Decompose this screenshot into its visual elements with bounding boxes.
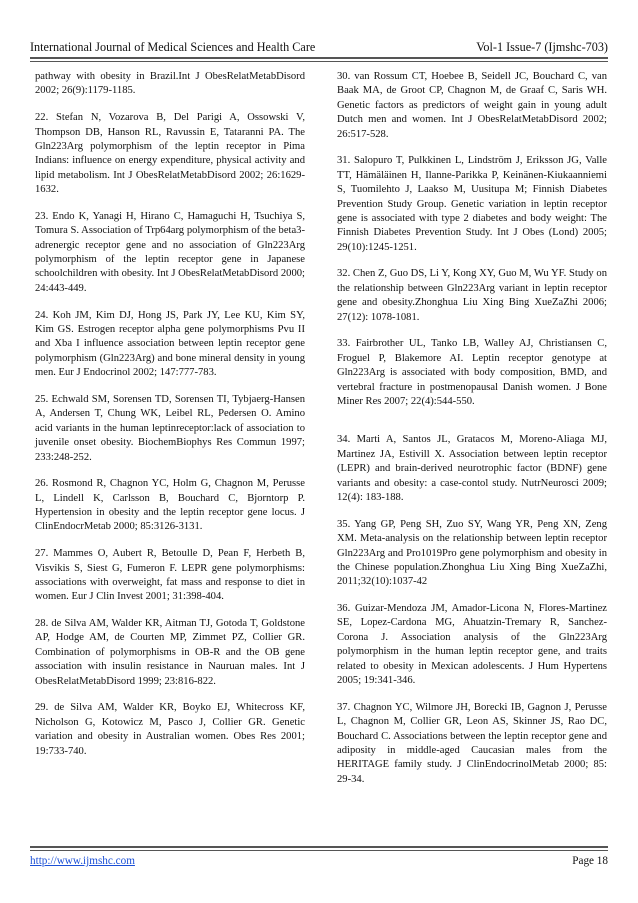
reference-24: 24. Koh JM, Kim DJ, Hong JS, Park JY, Lee KU, Kim SY, Kim GS. Estrogen receptor alpha gene polymorphisms Pvu II and Xba I influence association between leptin receptor gene polymorphism (Gln223Arg) and bone mineral density in young men. Eur J Endocrinol 2002; 147:777-783. bbox=[35, 309, 305, 379]
reference-23: 23. Endo K, Yanagi H, Hirano C, Hamaguchi H, Tsuchiya S, Tomura S. Association of Trp64arg polymorphism of the beta3-adrenergic receptor gene and no association of Gln223Arg polymorphism of the leptin receptor gene in Japanese schoolchildren with obesity. Int J ObesRelatMetabDisord 2000; 24:443-449. bbox=[35, 210, 305, 294]
page-number: Page 18 bbox=[572, 855, 608, 867]
right-column bbox=[337, 70, 607, 800]
reference-34: 34. Marti A, Santos JL, Gratacos M, Moreno-Aliaga MJ, Martinez JA, Estivill X. Association between leptin receptor (LEPR) and brain-derived neurotrophic factor (BDNF) gene variants and obesity: a case-contol study. NutrNeurosci 2009; 12(4): 183-188. bbox=[337, 434, 607, 504]
issue-label: Vol-1 Issue-7 (Ijmshc-703) bbox=[476, 40, 608, 54]
reference-21-continued: pathway with obesity in Brazil.Int J ObesRelatMetabDisord 2002; 26(9):1179-1185. bbox=[35, 71, 305, 97]
reference-36: 36. Guizar-Mendoza JM, Amador-Licona N, Flores-Martinez SE, Lopez-Cardona MG, Ahuatzin-Tremary R, Sanchez-Corona J. Association analysis of the Gln223Arg polymorphism in the human leptin receptor gene, and traits related to obesity in Mexican adolescents. J Hum Hypertens 2005; 19:341-346. bbox=[337, 603, 607, 687]
journal-title: International Journal of Medical Sciences and Health Care bbox=[30, 40, 316, 54]
reference-33: 33. Fairbrother UL, Tanko LB, Walley AJ, Christiansen C, Froguel P, Blakemore AI. Leptin receptor genotype at Gln223Arg is associated with body composition, BMD, and vertebral fracture in postmenopausal Danish women. J Bone Miner Res 2007; 22(4):544-550. bbox=[337, 338, 607, 408]
reference-31: 31. Salopuro T, Pulkkinen L, Lindström J, Eriksson JG, Valle TT, Hämäläinen H, Ilanne-Parikka P, Keinänen-Kiukaanniemi S, Tuomilehto J, Laakso M, Uusitupa M; Finnish Diabetes Prevention Study Group. Genetic variation in leptin receptor gene is associated with type 2 diabetes and body weight: The Finnish Diabetes Prevention Study. Int J Obes (Lond) 2005; 29(10):1245-1251. bbox=[337, 155, 607, 253]
reference-30: 30. van Rossum CT, Hoebee B, Seidell JC, Bouchard C, van Baak MA, de Groot CP, Chagnon M, de Graaf C, Saris WH. Genetic factors as predictors of weight gain in young adult Dutch men and women. Int J ObesRelatMetabDisord 2002; 26:517-528. bbox=[337, 71, 607, 140]
reference-37: 37. Chagnon YC, Wilmore JH, Borecki IB, Gagnon J, Perusse L, Chagnon M, Collier GR, Leon AS, Skinner JS, Rao DC, Bouchard C. Associations between the leptin receptor gene and adiposity in middle-aged Caucasian males from the HERITAGE family study. J ClinEndocrinolMetab 2000; 85: 29-34. bbox=[337, 701, 607, 785]
reference-35: 35. Yang GP, Peng SH, Zuo SY, Wang YR, Peng XN, Zeng XM. Meta-analysis on the relationship between leptin receptor Gln223Arg and Pro1019Pro gene polymorphism and obesity in the Chinese population.Zhonghua Liu Xing Bing XueZaZhi, 2011;32(10):1037-42 bbox=[337, 518, 607, 588]
running-footer bbox=[30, 855, 608, 867]
footer-rule bbox=[30, 846, 608, 848]
reference-32: 32. Chen Z, Guo DS, Li Y, Kong XY, Guo M, Wu YF. Study on the relationship between Gln223Arg variant in leptin receptor gene and obesity.Zhonghua Liu Xing Bing XueZaZhi 2006; 27(12): 1078-1081. bbox=[337, 268, 607, 323]
reference-25: 25. Echwald SM, Sorensen TD, Sorensen TI, Tybjaerg-Hansen A, Andersen T, Chung WK, Leibel RL, Pedersen O. Amino acid variants in the human leptinreceptor:lack of association to juvenile onset obesity. BiochemBiophys Res Commun 1997; 233:248-252. bbox=[35, 393, 305, 463]
reference-26: 26. Rosmond R, Chagnon YC, Holm G, Chagnon M, Perusse L, Lindell K, Carlsson B, Bouchard C, Bjorntorp P. Hypertension in obesity and the leptin receptor gene locus. J ClinEndocrMetab 2000; 85:3126-3131. bbox=[35, 478, 305, 533]
reference-29: 29. de Silva AM, Walder KR, Boyko EJ, Whitecross KF, Nicholson G, Kotowicz M, Pasco J, Collier GR. Genetic variation and obesity in Australian women. Obes Res 2001; 19:733-740. bbox=[35, 702, 305, 757]
header-rule-thin bbox=[30, 61, 608, 62]
reference-27: 27. Mammes O, Aubert R, Betoulle D, Pean F, Herbeth B, Visvikis S, Siest G, Fumeron F. LEPR gene polymorphisms: associations with overweight, fat mass and response to diet in women. Eur J Clin Invest 2001; 31:398-404. bbox=[35, 548, 305, 603]
left-column bbox=[35, 70, 305, 771]
reference-22: 22. Stefan N, Vozarova B, Del Parigi A, Ossowski V, Thompson DB, Hanson RL, Ravussin E, Tataranni PA. The Gln223Arg polymorphism of the leptin receptor in Pima Indians: influence on energy expenditure, physical activity and lipid metabolism. Int J ObesRelatMetabDisord 2002; 26:1629-1632. bbox=[35, 112, 305, 196]
running-header bbox=[30, 40, 608, 55]
header-rule bbox=[30, 57, 608, 59]
journal-website-link[interactable]: http://www.ijmshc.com bbox=[30, 855, 135, 867]
reference-28: 28. de Silva AM, Walder KR, Aitman TJ, Gotoda T, Goldstone AP, Hodge AM, de Courten MP, Zimmet PZ, Collier GR. Combination of polymorphisms in OB-R and the OB gene association with insulin resistance in Nauruan males. Int J ObesRelatMetabDisord 1999; 23:816-822. bbox=[35, 618, 305, 687]
footer-rule-thin bbox=[30, 850, 608, 851]
